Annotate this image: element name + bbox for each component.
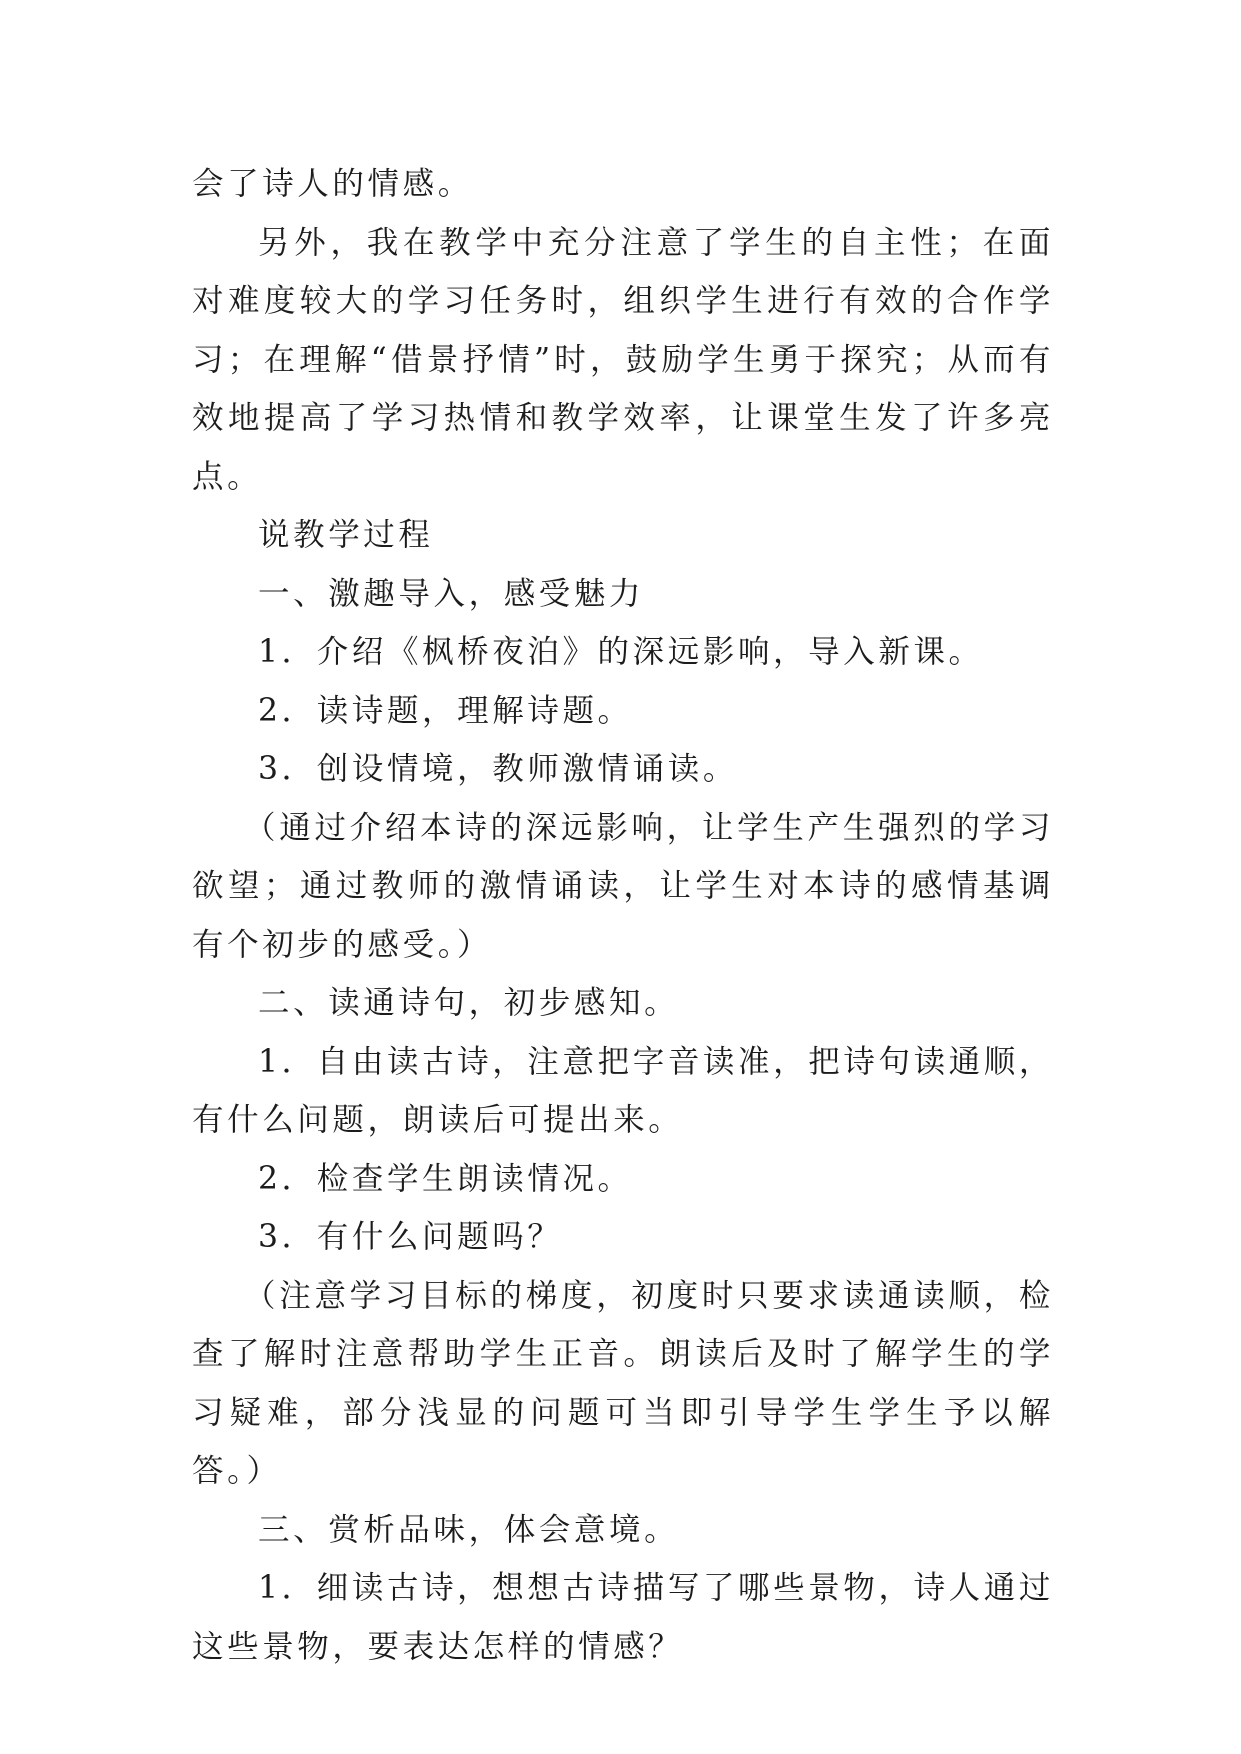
note-paragraph-1: （通过介绍本诗的深远影响，让学生产生强烈的学习欲望；通过教师的激情诵读，让学生对本诗的感情基调有个初步的感受。） (192, 809, 1054, 963)
paragraph-continuation: 会了诗人的情感。 (192, 166, 473, 202)
section-heading-1: 一、激趣导入，感受魅力 (258, 575, 645, 612)
section-heading-teaching-process: 说教学过程 (258, 517, 434, 553)
document-body (192, 155, 1054, 1676)
section-heading-3: 三、赏析品味，体会意境。 (258, 1511, 680, 1548)
list-item-2-1: 1．自由读古诗，注意把字音读准，把诗句读通顺，有什么问题，朗读后可提出来。 (192, 1043, 1054, 1138)
list-item-3-1: 1．细读古诗，想想古诗描写了哪些景物，诗人通过这些景物，要表达怎样的情感？ (192, 1570, 1054, 1665)
note-paragraph-2: （注意学习目标的梯度，初度时只要求读通读顺，检查了解时注意帮助学生正音。朗读后及时了解学生的学习疑难，部分浅显的问题可当即引导学生学生予以解答。） (192, 1277, 1054, 1489)
paragraph-autonomy: 另外，我在教学中充分注意了学生的自主性；在面对难度较大的学习任务时，组织学生进行有效的合作学习；在理解“借景抒情”时，鼓励学生勇于探究；从而有效地提高了学习热情和教学效率，让课堂生发了许多亮点。 (192, 224, 1054, 495)
list-item-1-1: 1．介绍《枫桥夜泊》的深远影响，导入新课。 (258, 634, 984, 670)
list-item-1-3: 3．创设情境，教师激情诵读。 (258, 751, 738, 787)
list-item-1-2: 2．读诗题，理解诗题。 (258, 692, 633, 729)
list-item-2-3: 3．有什么问题吗？ (258, 1219, 563, 1255)
list-item-2-2: 2．检查学生朗读情况。 (258, 1160, 633, 1197)
section-heading-2: 二、读通诗句，初步感知。 (258, 985, 680, 1021)
